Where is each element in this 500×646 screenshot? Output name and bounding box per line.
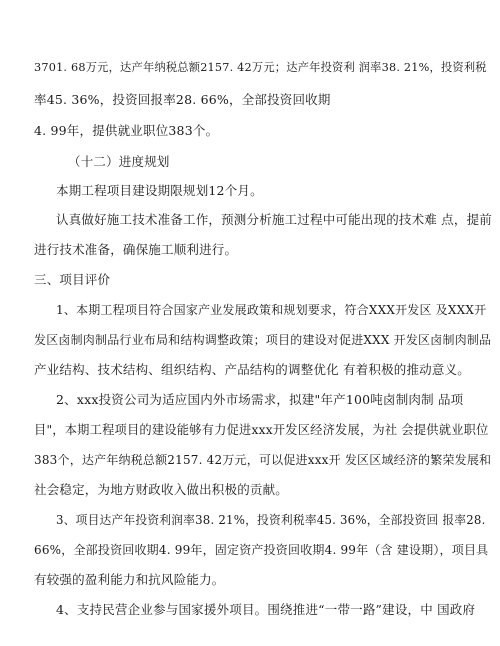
text-line: 率45. 36%，投资回报率28. 66%，全部投资回收期	[34, 92, 331, 107]
text-line: 4. 99年，提供就业职位383个。	[34, 123, 219, 138]
text-line: 本期工程项目建设期限规划12个月。	[56, 183, 263, 198]
text-line: 3、项目达产年投资利润率38. 21%，投资利税率45. 36%，全部投资回 报率28.	[56, 513, 486, 527]
text-line: 目"，本期工程项目的建设能够有力促进xxx开发区经济发展，为社 会提供就业职位	[34, 423, 489, 437]
text-line: 社会稳定，为地方财政收入做出积极的贡献。	[34, 482, 289, 497]
text-line: 发区卤制肉制品行业布局和结构调整政策；项目的建设对促进XXX 开发区卤制肉制品	[34, 333, 492, 347]
text-line: 3701. 68万元，达产年纳税总额2157. 42万元；达产年投资利 润率38. 21%，投资利税	[34, 61, 487, 74]
text-line: 383个，达产年纳税总额2157. 42万元，可以促进xxx开 发区区域经济的繁荣发展和	[34, 453, 492, 467]
text-line: 进行技术准备，确保施工顺利进行。	[34, 242, 238, 257]
text-line: 认真做好施工技术准备工作，预测分析施工过程中可能出现的技术难 点，提前	[56, 212, 492, 227]
text-line: 4、支持民营企业参与国家援外项目。围绕推进“一带一路”建设，中 国政府	[56, 602, 476, 617]
section-heading: 三、项目评价	[34, 272, 111, 287]
text-line: 有较强的盈利能力和抗风险能力。	[34, 572, 225, 587]
text-line: 2、xxx投资公司为适应国内外市场需求，拟建"年产100吨卤制肉制 品项	[56, 392, 464, 407]
text-line: 1、本期工程项目符合国家产业发展政策和规划要求，符合XXX开发区 及XXX开	[56, 303, 487, 317]
section-heading: （十二）进度规划	[68, 154, 170, 169]
text-line: 66%，全部投资回收期4. 99年，固定资产投资回收期4. 99年（含 建设期），项目具	[34, 543, 489, 557]
text-line: 产业结构、技术结构、组织结构、产品结构的调整优化 有着积极的推动意义。	[34, 362, 470, 377]
